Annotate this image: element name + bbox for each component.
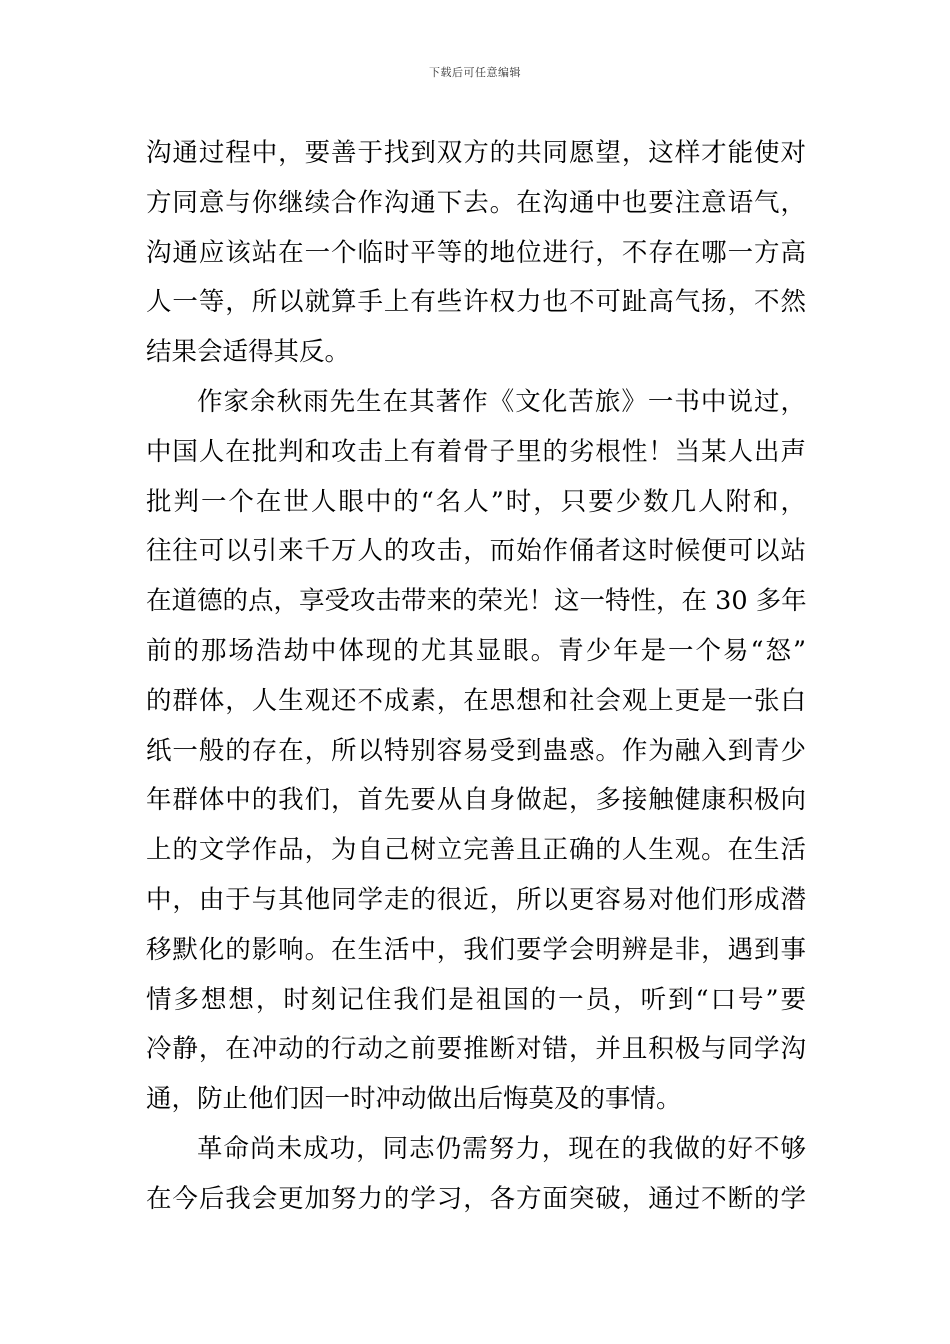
text-line: 沟通过程中，要善于找到双方的共同愿望，这样才能使对 (146, 138, 806, 168)
text-line: 作家余秋雨先生在其著作《文化苦旅》一书中说过， (197, 386, 806, 417)
paragraph-2 (146, 378, 806, 1125)
document-body (146, 129, 806, 1225)
text-line: 通，防止他们因一时冲动做出后悔莫及的事情。 (146, 1084, 682, 1115)
text-line: 在道德的点，享受攻击带来的荣光！这一特性，在 30 多年 (146, 586, 807, 617)
text-line: 的群体，人生观还不成素，在思想和社会观上更是一张白 (146, 685, 806, 716)
text-line: 冷静，在冲动的行动之前要推断对错，并且积极与同学沟 (146, 1034, 806, 1065)
text-line: 往往可以引来千万人的攻击，而始作俑者这时候便可以站 (146, 536, 806, 567)
text-line: 批判一个在世人眼中的“名人”时，只要少数几人附和， (146, 486, 806, 517)
text-line: 人一等，所以就算手上有些许权力也不可趾高气扬，不然 (146, 287, 806, 318)
text-line: 情多想想，时刻记住我们是祖国的一员，听到“口号”要 (146, 984, 806, 1015)
text-line: 前的那场浩劫中体现的尤其显眼。青少年是一个易“怒” (146, 635, 806, 666)
text-line: 革命尚未成功，同志仍需努力，现在的我做的好不够 (197, 1133, 806, 1164)
text-line: 中国人在批判和攻击上有着骨子里的劣根性！当某人出声 (146, 436, 806, 467)
text-line: 纸一般的存在，所以特别容易受到蛊惑。作为融入到青少 (146, 735, 806, 766)
text-line: 结果会适得其反。 (146, 337, 351, 368)
page-header: 下载后可任意编辑 (429, 66, 521, 79)
text-line: 在今后我会更加努力的学习，各方面突破，通过不断的学 (146, 1183, 806, 1214)
text-line: 沟通应该站在一个临时平等的地位进行，不存在哪一方高 (146, 237, 806, 268)
text-line: 上的文学作品，为自己树立完善且正确的人生观。在生活 (146, 835, 806, 866)
text-line: 移默化的影响。在生活中，我们要学会明辨是非，遇到事 (146, 934, 806, 965)
paragraph-3 (146, 1125, 806, 1225)
text-line: 中，由于与其他同学走的很近，所以更容易对他们形成潜 (146, 884, 806, 915)
text-line: 方同意与你继续合作沟通下去。在沟通中也要注意语气， (146, 187, 806, 218)
paragraph-1 (146, 129, 806, 378)
text-line: 年群体中的我们，首先要从自身做起，多接触健康积极向 (146, 785, 806, 816)
